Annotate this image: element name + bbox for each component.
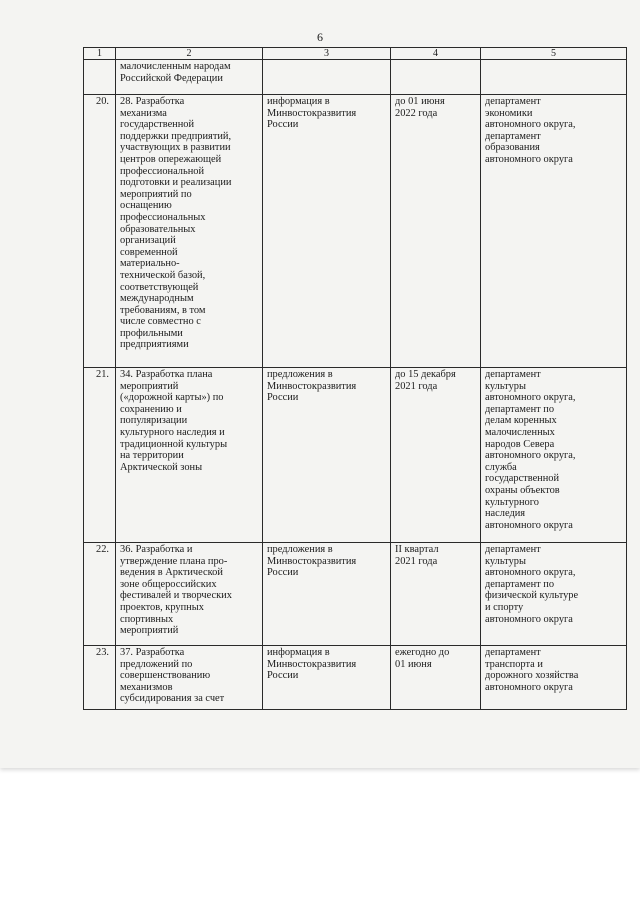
measures-table (83, 47, 627, 710)
form-cell: информация в Минвостокразвития России (263, 95, 391, 368)
table-row (84, 60, 627, 95)
page-number: 6 (317, 30, 323, 44)
deadline-cell: II квартал 2021 года (391, 543, 481, 646)
deadline-cell: до 15 декабря 2021 года (391, 368, 481, 543)
table-row (84, 368, 627, 543)
deadline-cell: ежегодно до 01 июня (391, 646, 481, 710)
row-number: 22. (84, 543, 116, 646)
column-header: 4 (391, 48, 481, 60)
measure-cell: 34. Разработка плана мероприятий («дорожной карты») по сохранению и популяризации культурного наследия и традиционной культуры на территории Арктической зоны (116, 368, 263, 543)
column-header: 2 (116, 48, 263, 60)
form-cell (263, 60, 391, 95)
row-number: 20. (84, 95, 116, 368)
executor-cell: департамент транспорта и дорожного хозяйства автономного округа (481, 646, 627, 710)
measure-cell: малочисленным народам Российской Федерации (116, 60, 263, 95)
executor-cell: департамент экономики автономного округа, департамент образования автономного округа (481, 95, 627, 368)
row-number: 21. (84, 368, 116, 543)
column-header: 5 (481, 48, 627, 60)
form-cell: информация в Минвостокразвития России (263, 646, 391, 710)
row-number: 23. (84, 646, 116, 710)
row-number (84, 60, 116, 95)
table-header-row (84, 48, 627, 60)
form-cell: предложения в Минвостокразвития России (263, 368, 391, 543)
executor-cell: департамент культуры автономного округа, департамент по физической культуре и спорту автономного округа (481, 543, 627, 646)
measure-cell: 36. Разработка и утверждение плана про- ведения в Арктической зоне общероссийских фестивалей и творческих проектов, крупных спортивных мероприятий (116, 543, 263, 646)
table-row (84, 95, 627, 368)
column-header: 1 (84, 48, 116, 60)
table-row (84, 543, 627, 646)
measure-cell: 28. Разработка механизма государственной поддержки предприятий, участвующих в развитии центров опережающей профессиональной подготовки и реализации мероприятий по оснащению профессиональных образовательных организаций современной материально- технической базой, соответствующей международным требованиям, в том числе совместно с профильными предприятиями (116, 95, 263, 368)
measure-cell: 37. Разработка предложений по совершенствованию механизмов субсидирования за счет (116, 646, 263, 710)
table-row (84, 646, 627, 710)
executor-cell: департамент культуры автономного округа, департамент по делам коренных малочисленных народов Севера автономного округа, служба государственной охраны объектов культурного наследия автономного округа (481, 368, 627, 543)
deadline-cell (391, 60, 481, 95)
form-cell: предложения в Минвостокразвития России (263, 543, 391, 646)
deadline-cell: до 01 июня 2022 года (391, 95, 481, 368)
executor-cell (481, 60, 627, 95)
column-header: 3 (263, 48, 391, 60)
